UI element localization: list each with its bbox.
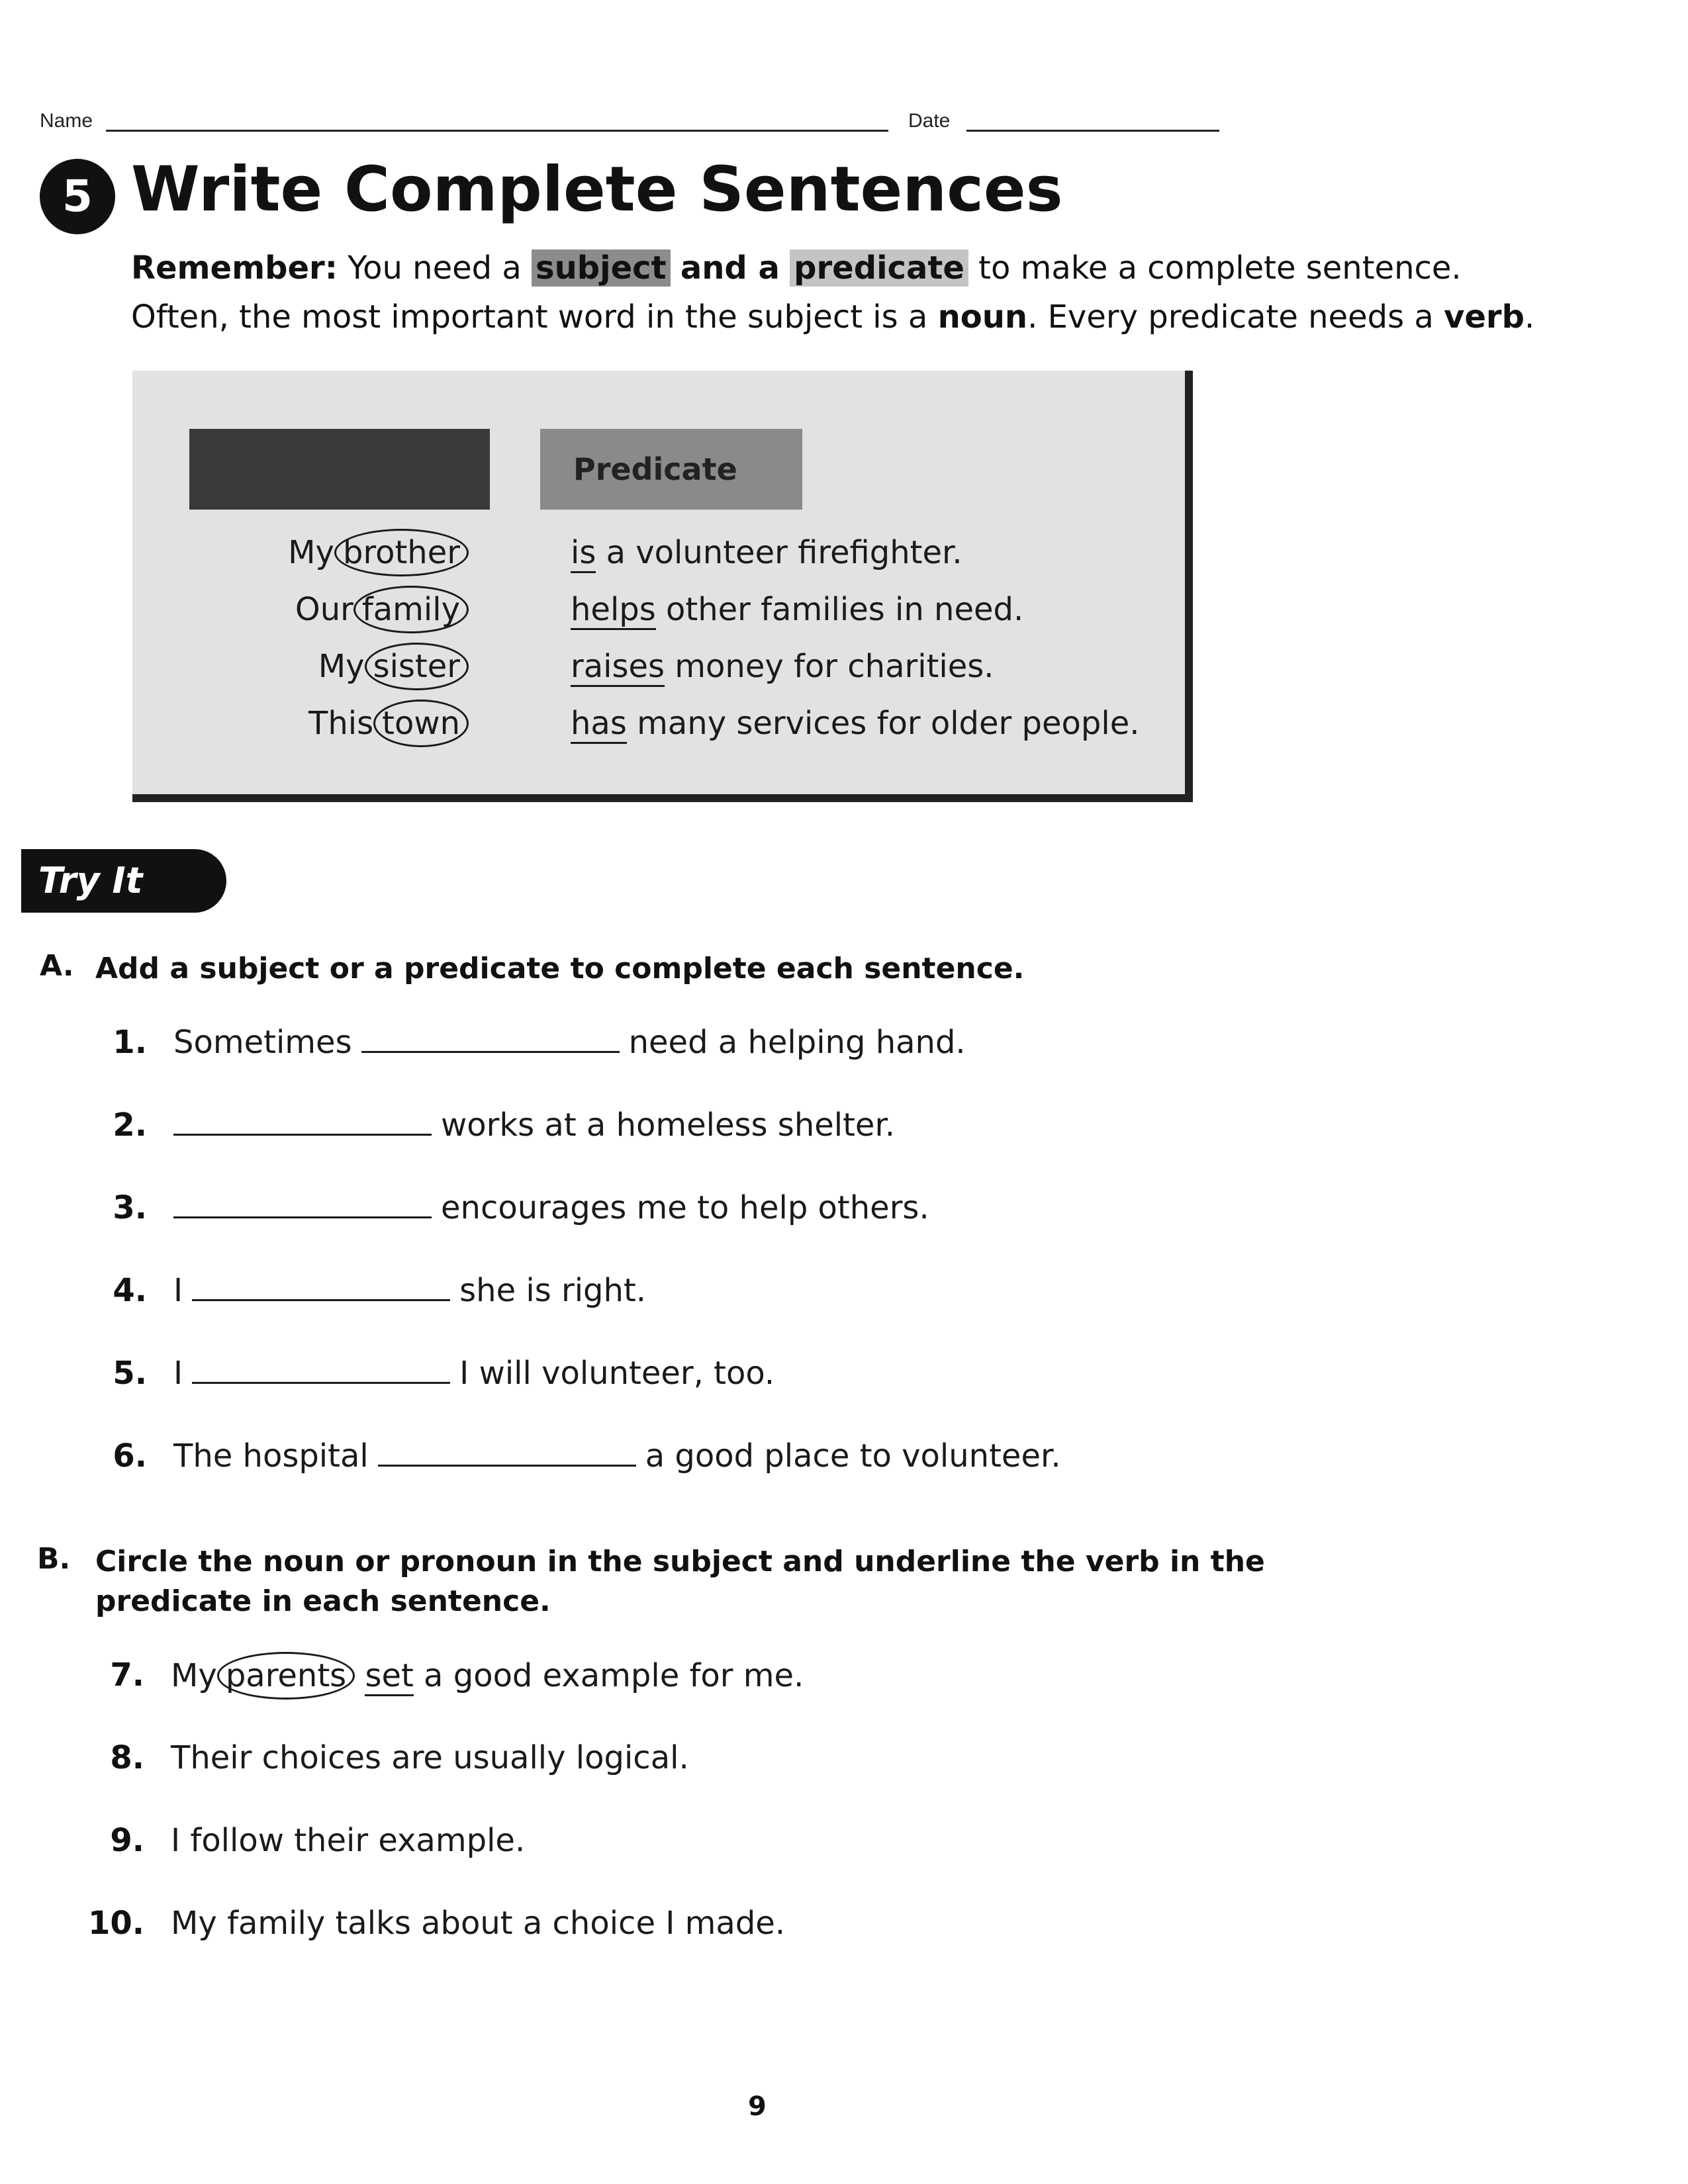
item-text-after: need a helping hand. [628,1024,966,1061]
predicate-text: many services for older people. [626,705,1140,742]
predicate-text: money for charities. [665,648,994,685]
remember-paragraph [131,244,1534,341]
section-a-instruction: Add a subject or a predicate to complete each sentence. [95,952,1025,985]
underlined-verb: has [571,705,627,744]
remember-text: Often, the most important word in the subject is a [131,298,928,336]
item-number: 5. [113,1355,147,1392]
item-text-before: Sometimes [173,1024,352,1061]
section-b-letter: B. [37,1542,71,1576]
answer-blank[interactable] [173,1190,432,1218]
item-text-before: I [173,1355,183,1392]
noun-term: noun [937,298,1028,336]
item-sentence[interactable]: Their choices are usually logical. [171,1739,689,1776]
instruction-line: predicate in each sentence. [95,1584,551,1618]
example-row [132,638,1185,695]
example-predicate [571,695,1139,752]
remember-text: to make a complete sentence. [978,250,1462,287]
try-it-tab: Try It [21,849,226,913]
item-number: 9. [110,1822,144,1859]
underlined-verb: is [571,534,596,573]
date-field[interactable] [966,130,1219,132]
item-number: 2. [113,1107,147,1144]
subject-text: This [308,705,374,742]
answer-blank[interactable] [378,1438,636,1467]
predicate-highlight: predicate [790,250,968,287]
lesson-number-badge: 5 [40,159,115,234]
subject-text: My [171,1657,217,1694]
page-number: 9 [748,2091,767,2122]
item-number: 8. [110,1739,144,1776]
page-title: Write Complete Sentences [131,154,1063,226]
item-number: 3. [113,1189,147,1226]
answer-blank[interactable] [173,1107,432,1136]
subject-text: My [288,534,334,571]
answer-blank[interactable] [192,1355,450,1384]
example-predicate [571,524,962,581]
example-row [132,695,1185,752]
circled-noun: town [373,700,469,747]
item-body [173,1350,774,1396]
item-number: 10. [87,1905,144,1942]
predicate-text: a good example for me. [413,1657,804,1694]
circled-noun: parents [217,1652,355,1700]
remember-text: You need a [348,250,522,287]
example-subject [288,524,469,581]
subject-column-header: Subject [189,429,490,510]
item-body [164,1185,929,1231]
predicate-text: a volunteer firefighter. [596,534,962,571]
underlined-verb: helps [571,591,656,630]
instruction-line: Circle the noun or pronoun in the subject and underline the verb in the [95,1545,1265,1578]
example-box [132,371,1193,802]
remember-text: . [1524,298,1535,336]
predicate-column-header: Predicate [540,429,802,510]
example-subject [295,581,469,638]
name-field[interactable] [106,130,888,132]
example-predicate [571,581,1023,638]
subject-text: Our [295,591,353,628]
item-number: 6. [113,1437,147,1475]
item-text-after: I will volunteer, too. [459,1355,775,1392]
date-label: Date [908,110,951,132]
example-subject [318,638,469,695]
item-text-after: she is right. [459,1272,647,1309]
answer-blank[interactable] [361,1024,620,1053]
underlined-verb: set [365,1657,413,1696]
item-sentence[interactable]: My family talks about a choice I made. [171,1905,786,1942]
item-body [173,1019,966,1066]
item-number: 7. [110,1657,144,1694]
example-subject [308,695,469,752]
circled-noun: brother [334,529,469,576]
section-b-instruction [95,1542,1265,1621]
underlined-verb: raises [571,648,665,687]
remember-line-2 [131,293,1534,341]
circled-noun: sister [365,643,469,690]
example-row [132,581,1185,638]
remember-text: . Every predicate needs a [1027,298,1434,336]
item-sentence[interactable]: I follow their example. [171,1822,526,1859]
item-text-after: a good place to volunteer. [645,1437,1061,1475]
item-text-after: encourages me to help others. [441,1189,929,1226]
item-body [173,1267,646,1314]
subject-highlight: subject [532,250,671,287]
item-number: 4. [113,1272,147,1309]
example-predicate [571,638,994,695]
answer-blank[interactable] [192,1273,450,1301]
predicate-text: other families in need. [655,591,1024,628]
subject-text: My [318,648,365,685]
example-row [132,524,1185,581]
item-body [171,1652,804,1700]
section-a-letter: A. [40,949,74,983]
item-text-before: The hospital [173,1437,369,1475]
item-text-before: I [173,1272,183,1309]
item-number: 1. [113,1024,147,1061]
name-label: Name [40,110,93,132]
remember-text: and a [680,250,780,287]
remember-line-1 [131,244,1534,293]
item-body [164,1102,895,1148]
remember-label: Remember: [131,250,338,287]
item-text-after: works at a homeless shelter. [441,1107,896,1144]
item-body [173,1433,1061,1479]
circled-noun: family [353,586,469,633]
verb-term: verb [1444,298,1524,336]
